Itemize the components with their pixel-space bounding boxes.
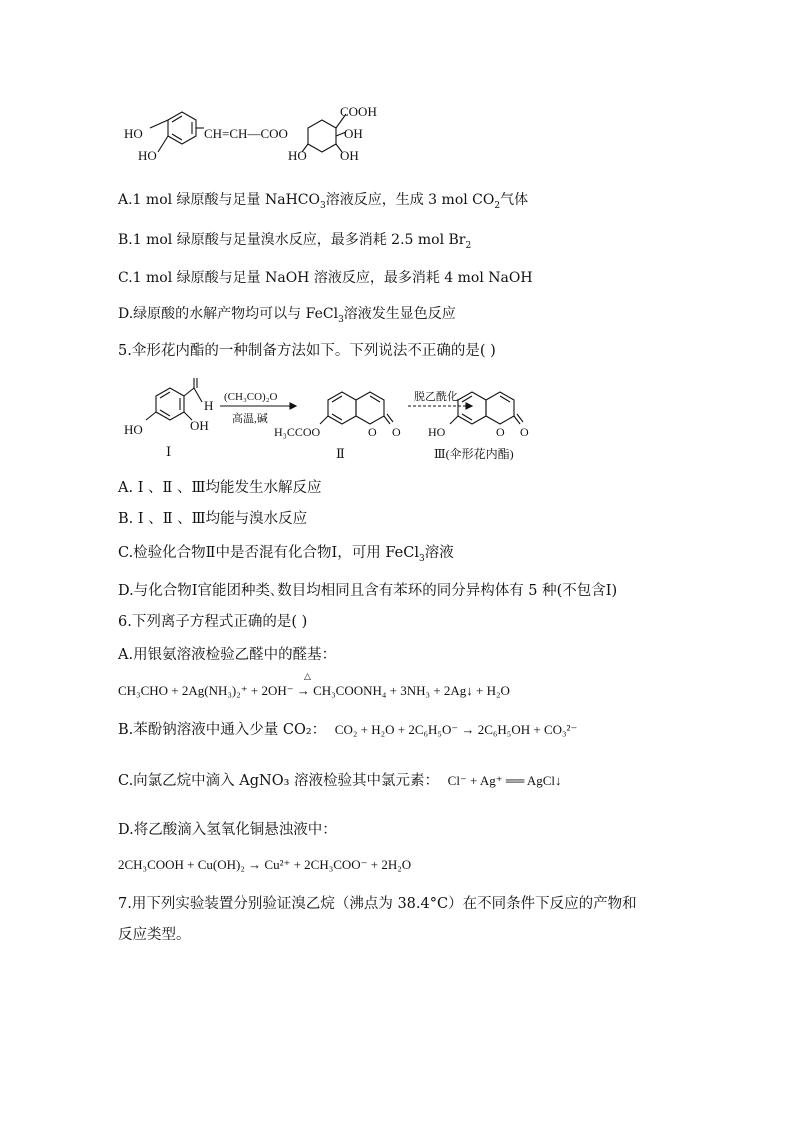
reagent1-bottom: 高温,碱 <box>232 413 268 425</box>
reagent2-top: 脱乙酰化 <box>414 391 458 403</box>
q5-option-b: B. Ⅰ 、Ⅱ 、Ⅲ均能与溴水反应 <box>118 511 308 527</box>
q5-option-a: A. Ⅰ 、Ⅱ 、Ⅲ均能发生水解反应 <box>118 480 322 496</box>
q7-line-2: 反应类型。 <box>118 927 191 943</box>
cmpd1-oh-label: OH <box>190 418 209 433</box>
cmpd3-carbonyl-o: O <box>520 425 529 439</box>
reagent1-top: (CH₃CO)₂O <box>224 391 278 403</box>
cmpd3-ho-label: HO <box>428 425 446 439</box>
q6-option-b-equation: CO₂ + H₂O + 2C₆H₅O⁻ → 2C₆H₅OH + CO₃²⁻ <box>334 722 578 737</box>
q6-stem: 6.下列离子方程式正确的是( ) <box>118 614 308 630</box>
cmpd2-number: Ⅱ <box>336 446 345 461</box>
q5-option-c: C.检验化合物Ⅱ中是否混有化合物Ⅰ，可用 FeCl$_3$溶液 <box>118 545 454 564</box>
q6-option-a-text: A.用银氨溶液检验乙醛中的醛基： <box>118 647 337 663</box>
q6-option-a-equation: CH₃CHO + 2Ag(NH₃)₂⁺ + 2OH⁻ → CH₃COONH₄ + 3NH₃ + 2Ag↓ + H₂O <box>118 683 510 698</box>
q6-option-d-text: D.将乙酸滴入氢氧化铜悬浊液中： <box>118 822 337 838</box>
chlorogenic-acid-structure <box>118 98 398 176</box>
cmpd2-carbonyl-o: O <box>392 425 401 439</box>
cmpd2-acetoxy-label: H₃CCOO <box>274 425 321 439</box>
oh-ring-label: OH <box>340 148 359 163</box>
cmpd2-ring-o: O <box>368 425 377 439</box>
q6-option-d-equation: 2CH₃COOH + Cu(OH)₂ → Cu²⁺ + 2CH₃COO⁻ + 2H₂O <box>118 857 412 872</box>
q5-stem: 5.伞形花内酯的一种制备方法如下。下列说法不正确的是( ) <box>118 343 496 359</box>
oh-right-label: OH <box>344 126 363 141</box>
q4-option-b: B.1 mol 绿原酸与足量溴水反应，最多消耗 2.5 mol $Br_2$ <box>118 232 472 251</box>
q6-option-c-equation: Cl⁻ + Ag⁺ ══ AgCl↓ <box>447 773 562 788</box>
cmpd1-ho-label: HO <box>124 422 143 437</box>
q6-option-c: C.向氯乙烷中滴入 AgNO₃ 溶液检验其中氯元素： Cl⁻ + Ag⁺ ══ AgCl↓ <box>118 773 562 789</box>
q6-option-b: B.苯酚钠溶液中通入少量 CO₂： CO₂ + H₂O + 2C₆H₅O⁻ → 2C₆H₅OH + CO₃²⁻ <box>118 722 578 738</box>
cmpd1-number: Ⅰ <box>166 444 172 459</box>
chain-label: CH=CH—COO <box>204 126 288 141</box>
cmpd3-ring-o: O <box>496 425 505 439</box>
ho-top-label: HO <box>124 126 143 141</box>
q4-option-d: D.绿原酸的水解产物均可以与 FeCl$_3$溶液发生显色反应 <box>118 306 456 325</box>
ho-ring-label: HO <box>288 148 307 163</box>
umbelliferone-synthesis-scheme <box>118 366 538 462</box>
q5-option-d: D.与化合物Ⅰ官能团种类､数目均相同且含有苯环的同分异构体有 5 种(不包含Ⅰ) <box>118 583 618 599</box>
cooh-label: COOH <box>340 104 377 119</box>
ho-bottom-label: HO <box>138 148 157 163</box>
q4-option-c: C.1 mol 绿原酸与足量 NaOH 溶液反应，最多消耗 4 mol NaOH <box>118 270 533 286</box>
cmpd1-h-label: H <box>204 398 214 413</box>
q7-line-1: 7.用下列实验装置分别验证溴乙烷（沸点为 38.4°C）在不同条件下反应的产物和 <box>118 896 637 912</box>
heat-triangle-icon: △ <box>304 671 311 681</box>
cmpd3-number: Ⅲ(伞形花内酯) <box>434 447 514 461</box>
q4-option-a: A.1 mol 绿原酸与足量 NaHCO$_3$溶液反应，生成 3 mol $CO_2$气体 <box>118 192 529 211</box>
